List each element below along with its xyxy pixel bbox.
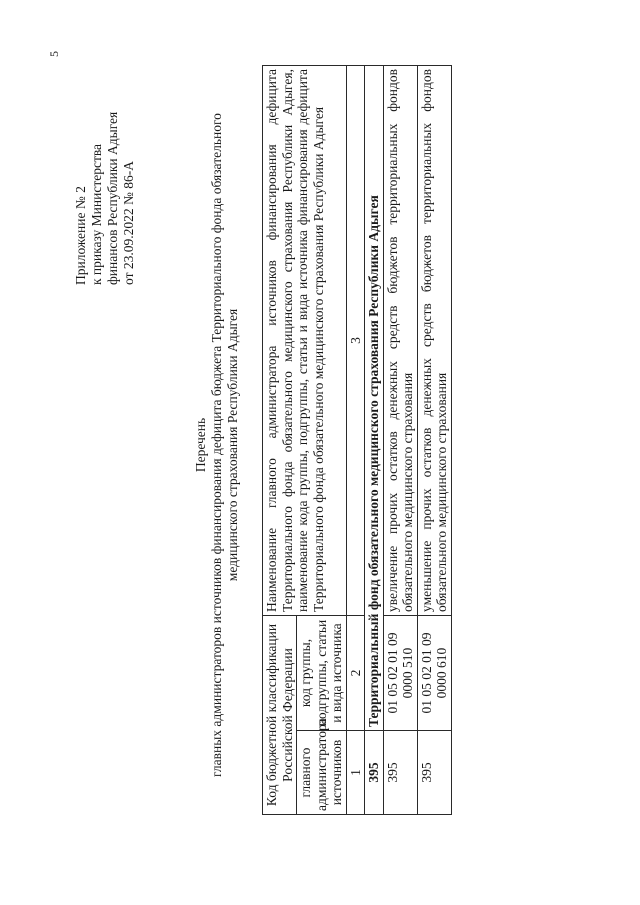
section-name: Территориальный фонд обязательного медицинского страхования Республики Адыгея [365,66,384,731]
appendix-line-2: к приказу Министерства [89,143,104,285]
column-number-1: 1 [346,731,365,815]
header-source-code: код группы, подгруппы, статьи и вида источника [297,616,347,731]
appendix-note [73,112,137,285]
appendix-line-3: финансов Республики Адыгея [105,111,120,285]
section-admin-code: 395 [365,731,384,815]
title-heading: Перечень [193,417,208,473]
row-source-name: уменьшение прочих остатков денежных средств бюджетов территориальных фондов обязательного медицинского страхования [417,66,451,616]
column-number-3: 3 [346,66,365,616]
appendix-line-1: Приложение № 2 [73,186,88,285]
row-admin-code: 395 [383,731,417,815]
administrators-table [262,65,452,815]
table-row [417,66,451,815]
row-source-code: 01 05 02 01 09 0000 510 [383,616,417,731]
row-source-name: увеличение прочих остатков денежных средств бюджетов территориальных фондов обязательного медицинского страхования [383,66,417,616]
appendix-line-4: от 23.09.2022 № 86-А [121,161,136,285]
header-admin-code: главного администратора источников [297,731,347,815]
header-budget-classification: Код бюджетной классификации Российской Федерации [263,616,297,815]
table-row [383,66,417,815]
page-number: 5 [47,51,61,57]
title-line-1: главных администраторов источников финансирования дефицита бюджета Территориального фонда обязательного [209,113,224,777]
header-name: Наименование главного администратора источников финансирования дефицита Территориального фонда обязательного медицинского страхования Республики Адыгея, наименование кода группы, подгруппы, статьи и вида источника финансирования дефицита Территориального фонда обязательного медицинского страхования Республики Адыгея [263,66,347,616]
title-line-2: медицинского страхования Республики Адыгея [225,308,240,582]
row-admin-code: 395 [417,731,451,815]
document-title [193,65,241,825]
column-number-2: 2 [346,616,365,731]
table-header-row [263,66,297,815]
row-source-code: 01 05 02 01 09 0000 610 [417,616,451,731]
table-column-numbers-row [346,66,365,815]
table-section-row [365,66,384,815]
